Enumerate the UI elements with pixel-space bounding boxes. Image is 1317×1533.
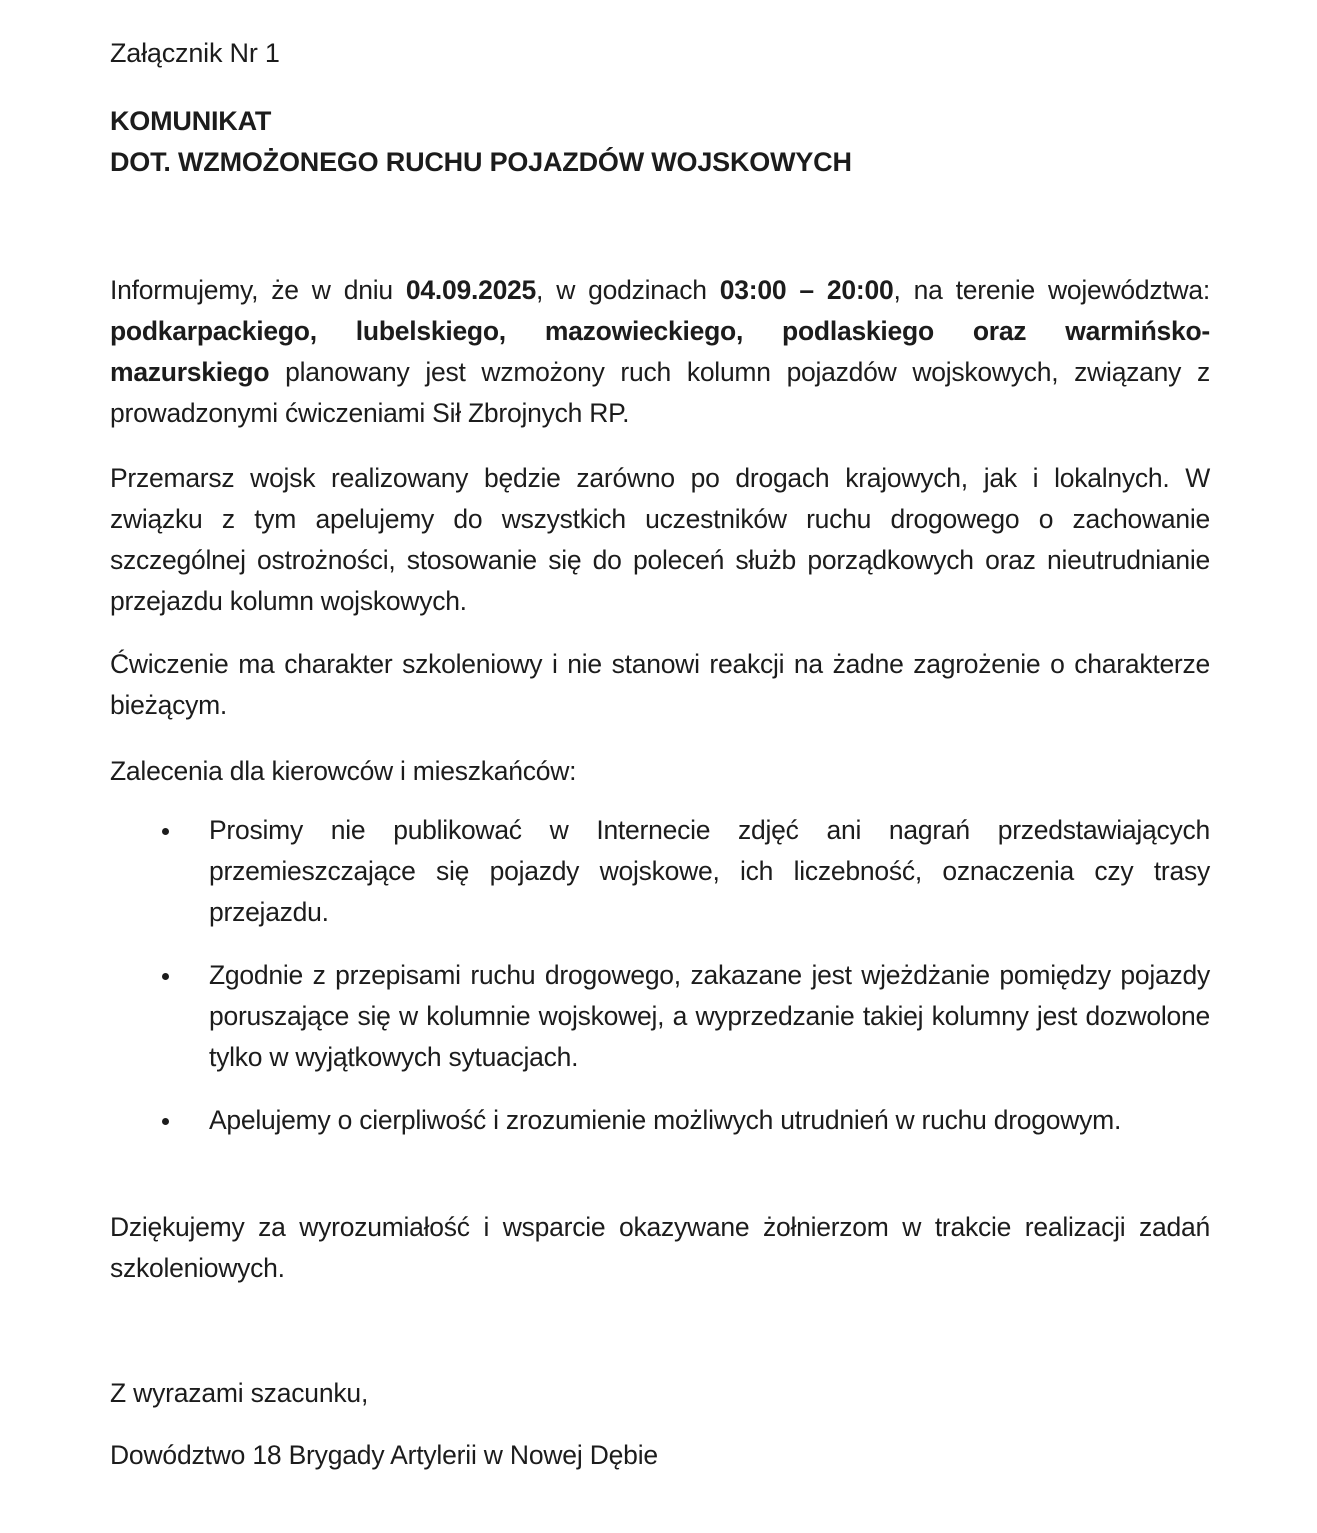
event-date: 04.09.2025 (405, 275, 537, 305)
intro-text-3: , na terenie województwa: (893, 275, 1210, 305)
intro-text-2: , w godzinach (536, 275, 720, 305)
closing-salutation: Z wyrazami szacunku, (110, 1378, 369, 1408)
intro-text-1: Informujemy, że w dniu (110, 275, 406, 305)
list-item-text: Prosimy nie publikować w Internecie zdjęć ani nagrań przedstawiających przemieszczające się pojazdy wojskowe, ich liczebność, oznaczenia czy trasy przejazdu. (209, 815, 1210, 927)
thanks-paragraph: Dziękujemy za wyrozumiałość i wsparcie okazywane żołnierzom w trakcie realizacji zadań szkoleniowych. (110, 1212, 1210, 1283)
intro-paragraph (110, 270, 1210, 434)
exercise-paragraph: Ćwiczenie ma charakter szkoleniowy i nie stanowi reakcji na żadne zagrożenie o charakterze bieżącym. (110, 649, 1210, 720)
list-item-text: Zgodnie z przepisami ruchu drogowego, zakazane jest wjeżdżanie pomiędzy pojazdy poruszające się w kolumnie wojskowej, a wyprzedzanie takiej kolumny jest dozwolone tylko w wyjątkowych sytuacjach. (209, 960, 1210, 1072)
recommendations-heading: Zalecenia dla kierowców i mieszkańców: (110, 756, 577, 786)
bullet-icon (162, 828, 169, 835)
event-regions: podkarpackiego, lubelskiego, mazowieckiego, podlaskiego oraz warmińsko-mazurskiego (110, 316, 1210, 387)
document-title: KOMUNIKAT (110, 106, 272, 136)
document-subtitle: DOT. WZMOŻONEGO RUCHU POJAZDÓW WOJSKOWYCH (110, 147, 852, 177)
list-item-text: Apelujemy o cierpliwość i zrozumienie możliwych utrudnień w ruchu drogowym. (209, 1105, 1122, 1135)
annex-label: Załącznik Nr 1 (110, 38, 280, 68)
bullet-icon (162, 1118, 169, 1125)
march-paragraph: Przemarsz wojsk realizowany będzie zarówno po drogach krajowych, jak i lokalnych. W związku z tym apelujemy do wszystkich uczestników ruchu drogowego o zachowanie szczególnej ostrożności, stosowanie się do poleceń służb porządkowych oraz nieutrudnianie przejazdu kolumn wojskowych. (110, 463, 1210, 616)
event-hours: 03:00 – 20:00 (719, 275, 894, 305)
bullet-icon (162, 973, 169, 980)
intro-text-4: planowany jest wzmożony ruch kolumn pojazdów wojskowych, związany z prowadzonymi ćwiczeniami Sił Zbrojnych RP. (110, 357, 1210, 428)
signature: Dowództwo 18 Brygady Artylerii w Nowej Dębie (110, 1440, 658, 1470)
